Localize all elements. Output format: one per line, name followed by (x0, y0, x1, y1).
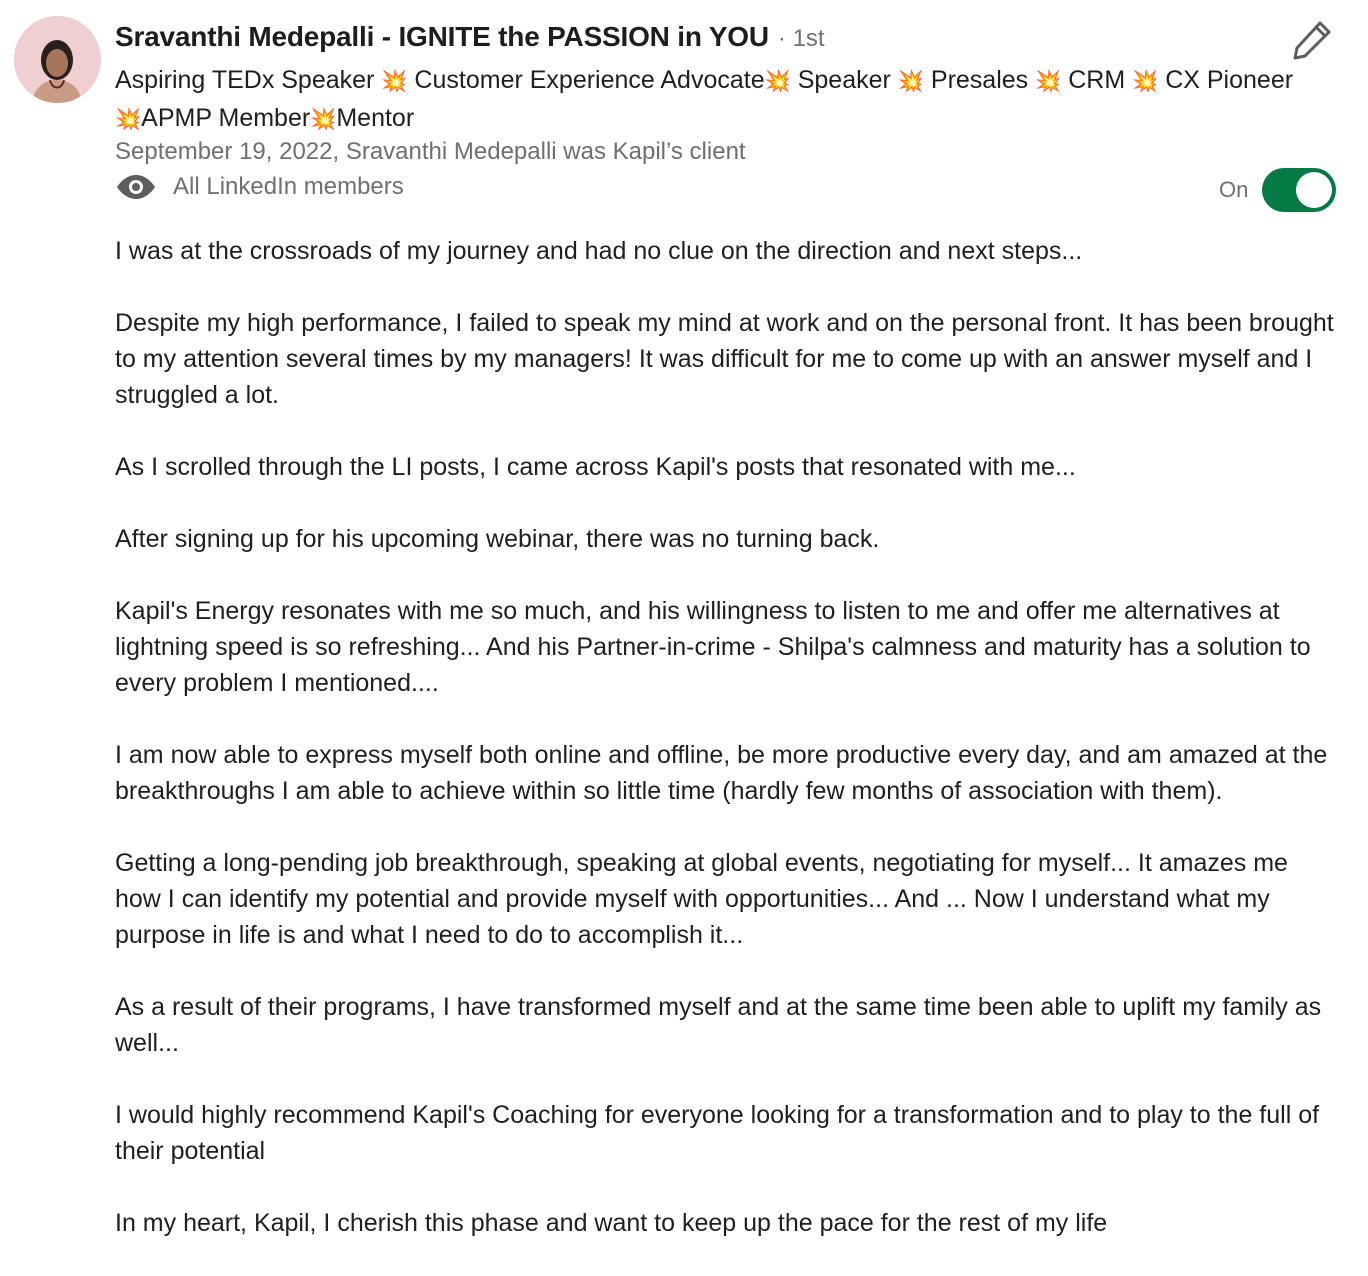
headline-part: Mentor (336, 104, 415, 132)
edit-button[interactable] (1290, 16, 1336, 62)
toggle-knob (1296, 172, 1332, 208)
toggle-status-label: On (1219, 177, 1249, 202)
recommendation-meta: September 19, 2022, Sravanthi Medepalli was Kapil’s client (115, 138, 746, 165)
avatar[interactable] (14, 16, 101, 103)
visibility-row (115, 173, 404, 201)
headline-part: Aspiring TEDx Speaker (115, 66, 382, 94)
eye-icon (115, 174, 157, 200)
recommendation-paragraph: Despite my high performance, I failed to speak my mind at work and on the personal front. It has been brought to my attention several times by my managers! It was difficult for me to come up with an answer myself and I struggled a lot. (115, 309, 1334, 409)
headline-part: APMP Member (141, 104, 311, 132)
recommendation-paragraph: As I scrolled through the LI posts, I came across Kapil's posts that resonated with me... (115, 453, 1076, 481)
spark-icon: 💥 (310, 108, 337, 131)
headline-part: Presales (923, 66, 1036, 94)
headline-part: CRM (1061, 66, 1133, 94)
headline-part: Customer Experience Advocate (407, 66, 765, 94)
recommender-name[interactable]: Sravanthi Medepalli - IGNITE the PASSION in YOU (115, 21, 769, 52)
pencil-icon (1290, 16, 1336, 62)
connection-degree: · 1st (777, 25, 825, 52)
visibility-toggle[interactable] (1262, 168, 1336, 212)
visibility-toggle-group (1219, 168, 1336, 212)
recommendation-paragraph: In my heart, Kapil, I cherish this phase and want to keep up the pace for the rest of my life (115, 1209, 1108, 1237)
recommender-headline (115, 62, 1325, 138)
avatar-photo (14, 16, 101, 103)
recommendation-paragraph: I am now able to express myself both online and offline, be more productive every day, and am amazed at the breakthroughs I am able to achieve within so little time (hardly few months of association with them). (115, 741, 1328, 805)
headline-part: Speaker (790, 66, 898, 94)
spark-icon: 💥 (1132, 70, 1159, 93)
name-line (115, 21, 825, 53)
spark-icon: 💥 (897, 70, 924, 93)
recommendation-text (115, 233, 1340, 1241)
recommendation-paragraph: I would highly recommend Kapil's Coaching for everyone looking for a transformation and to play to the full of their potential (115, 1101, 1320, 1165)
visibility-label: All LinkedIn members (173, 173, 404, 200)
recommendation-paragraph: Kapil's Energy resonates with me so much, and his willingness to listen to me and offer me alternatives at lightning speed is so refreshing... And his Partner-in-crime - Shilpa's calmness and maturity has a solution to every problem I mentioned.... (115, 597, 1311, 697)
recommendation-paragraph: After signing up for his upcoming webinar, there was no turning back. (115, 525, 880, 553)
headline-part: CX Pioneer (1158, 66, 1294, 94)
recommendation-paragraph: Getting a long-pending job breakthrough, speaking at global events, negotiating for myself... It amazes me how I can identify my potential and provide myself with opportunities... And ... Now I understand what my purpose in life is and what I need to do to accomplish it... (115, 849, 1288, 949)
recommendation-paragraph: I was at the crossroads of my journey and had no clue on the direction and next steps... (115, 237, 1083, 265)
spark-icon: 💥 (115, 108, 142, 131)
spark-icon: 💥 (764, 70, 791, 93)
spark-icon: 💥 (381, 70, 408, 93)
recommendation-paragraph: As a result of their programs, I have transformed myself and at the same time been able to uplift my family as well... (115, 993, 1322, 1057)
spark-icon: 💥 (1035, 70, 1062, 93)
